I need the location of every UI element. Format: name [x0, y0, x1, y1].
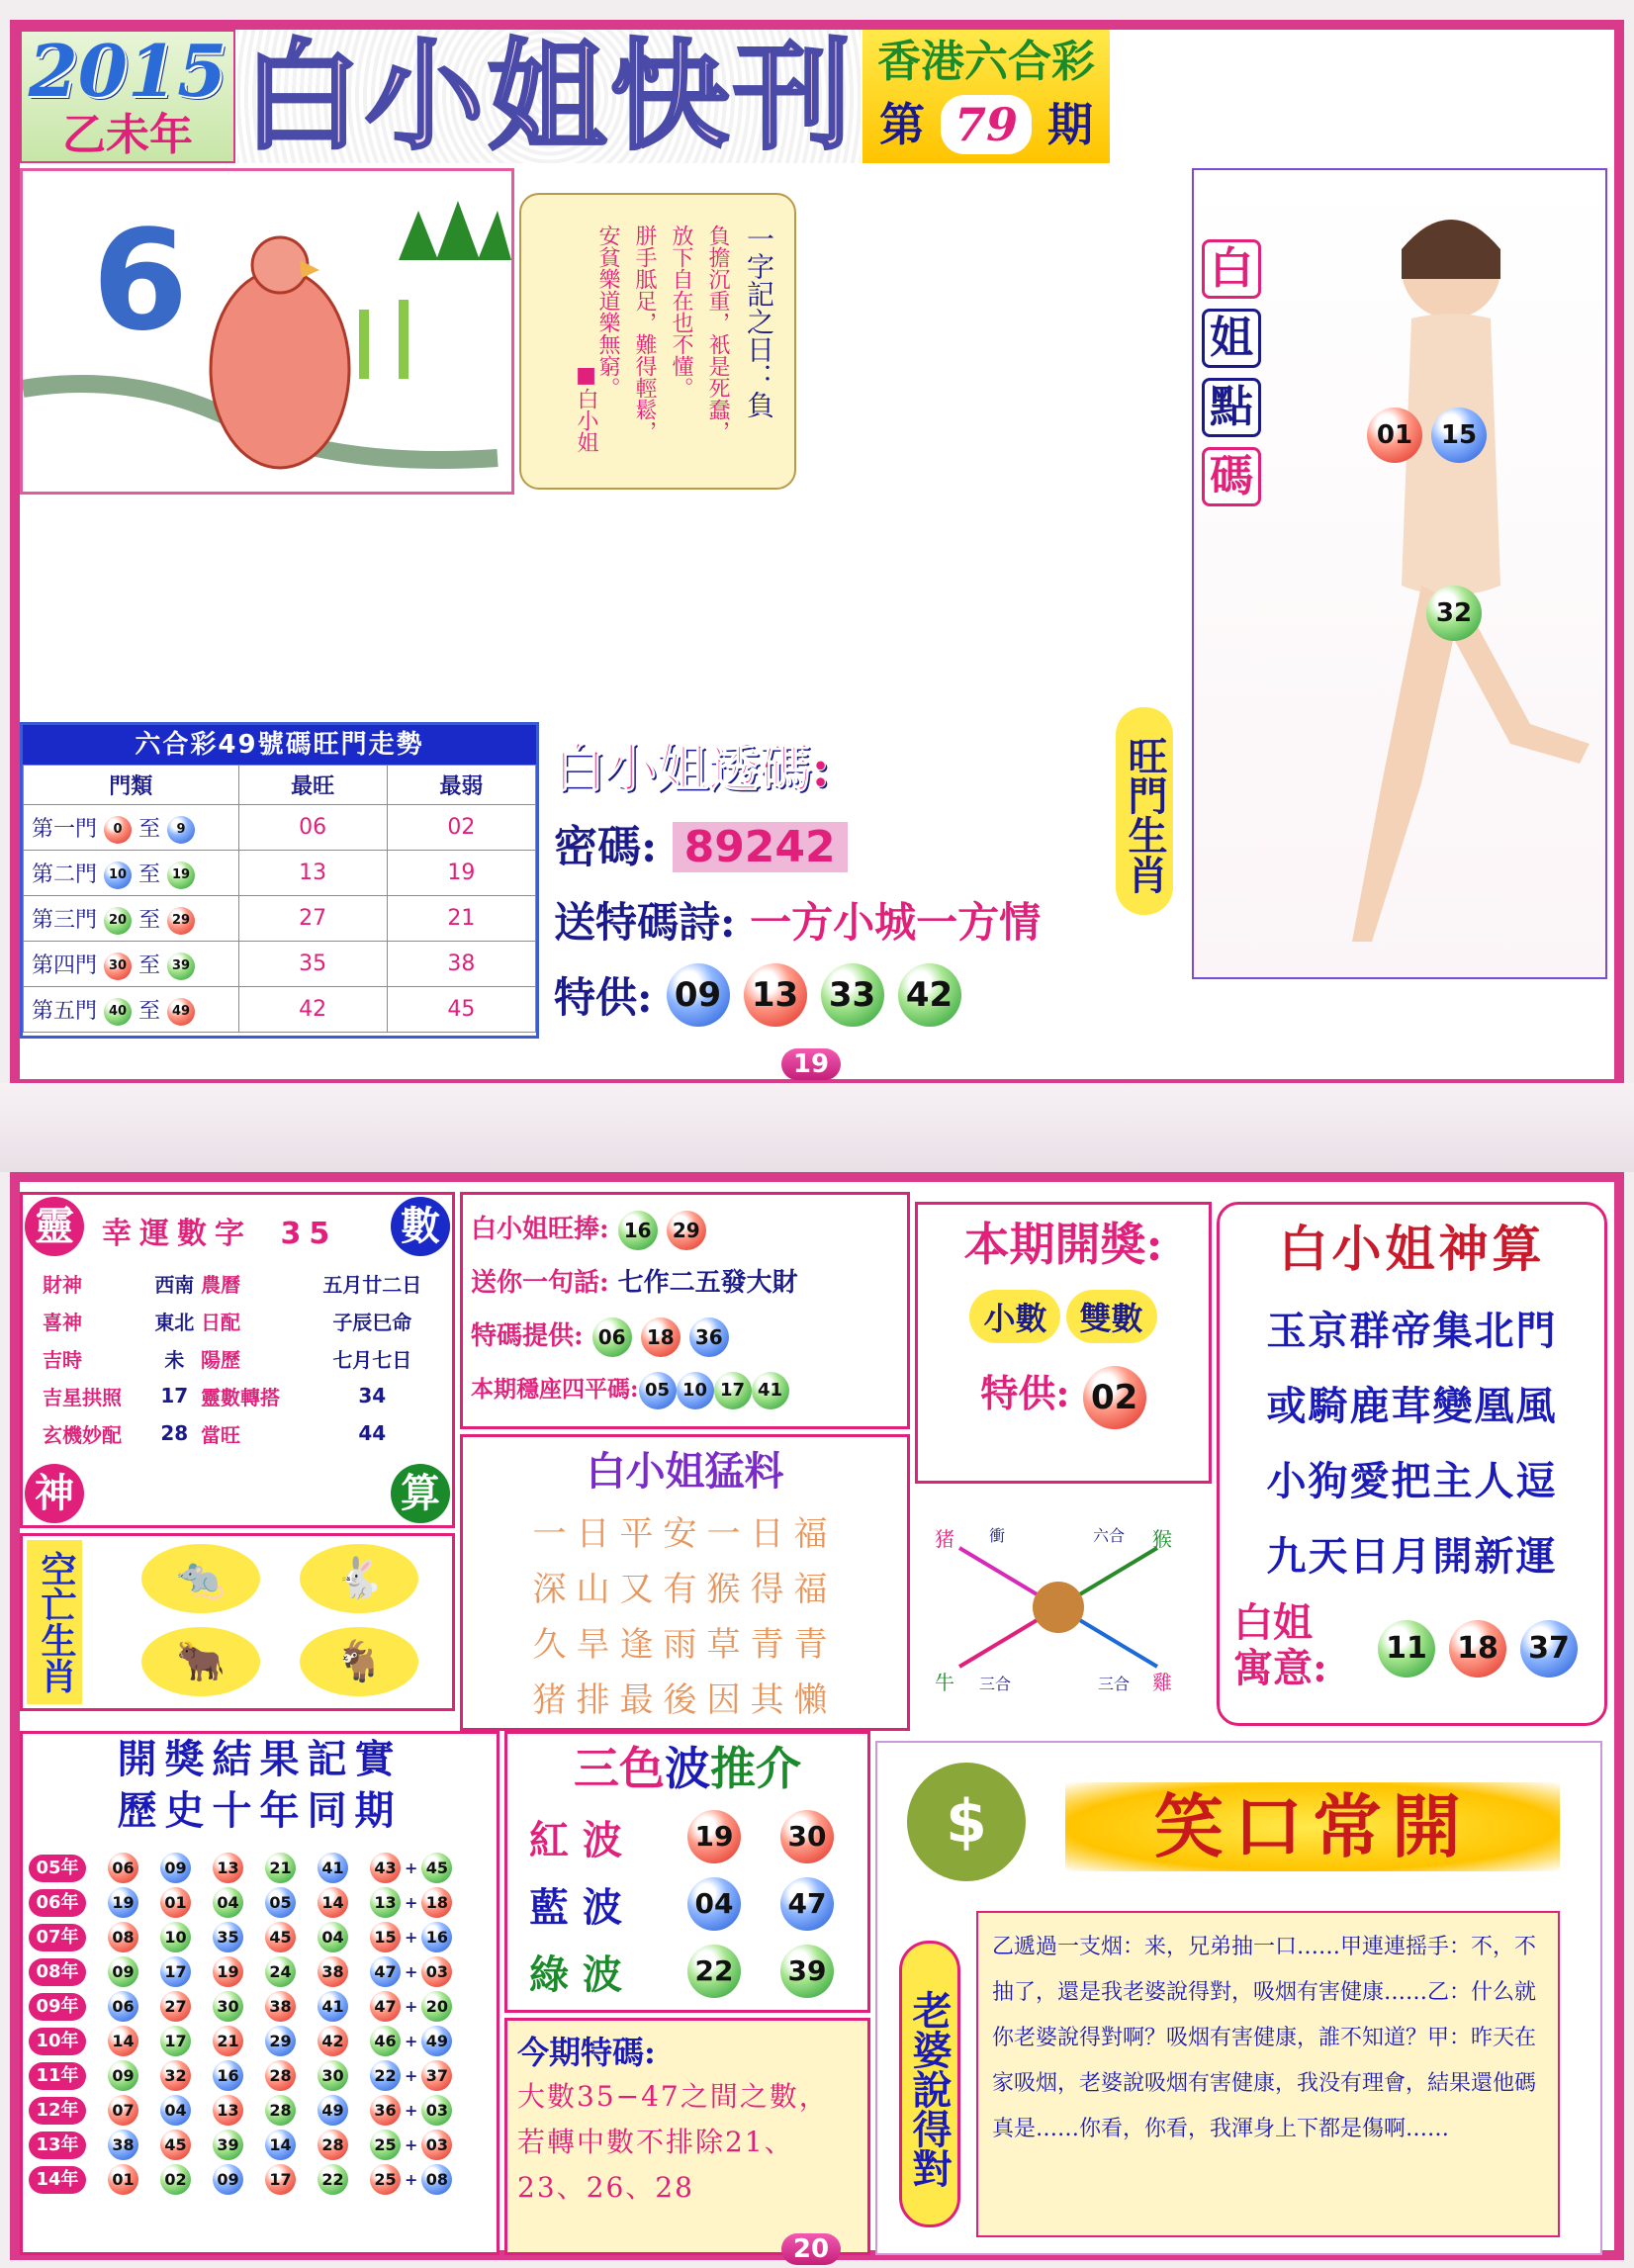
history-ball: 17: [265, 2164, 296, 2195]
trend-min: 19: [387, 851, 535, 896]
wave-name: 藍 波: [529, 1883, 622, 1931]
history-ball: 04: [213, 1887, 243, 1918]
history-ball: 15: [370, 1922, 401, 1952]
history-ball: 14: [265, 2130, 296, 2160]
meng-title: 白小姐猛料: [586, 1448, 784, 1495]
joke-side-label: 老婆說得對: [899, 1941, 960, 2227]
history-ball: 39: [213, 2130, 243, 2160]
wave-title-a: 三色: [574, 1742, 665, 1795]
history-ball: 04: [160, 2095, 191, 2126]
shensuan-title: 白小姐神算: [1278, 1220, 1546, 1278]
history-rows: [23, 1851, 497, 2197]
history-ball: 27: [160, 1991, 191, 2022]
compass: [930, 1508, 1187, 1706]
issue-suffix: 期: [1047, 98, 1094, 151]
poem-scroll: [519, 193, 796, 490]
special-ball-3: 33: [821, 963, 884, 1027]
page-number-19: 19: [781, 1048, 841, 1080]
lucky-value: 五月廿二日: [322, 1272, 422, 1297]
points-char-4: 碼: [1202, 447, 1261, 506]
wave-rows: [507, 1803, 867, 2005]
wang-saying: 七作二五發大財: [617, 1268, 798, 1298]
ox-icon: 🐂: [141, 1627, 260, 1696]
trend-row: 第二門 10 至 19 13 19: [24, 851, 536, 896]
lucky-key: 農曆: [200, 1272, 240, 1297]
history-ball: 25: [370, 2130, 401, 2160]
compass-rooster: 雞: [1152, 1671, 1172, 1694]
poem-sign: ■白小姐: [574, 363, 598, 453]
poem-line-3: 胼手胝足，難得輕鬆，: [632, 225, 657, 442]
lucky-key: 當旺: [200, 1422, 240, 1447]
shensuan-lines: [1220, 1294, 1604, 1594]
issue-prefix: 第: [878, 98, 925, 151]
lucky-key: 日配: [200, 1310, 240, 1334]
points-panel: [1192, 168, 1607, 979]
history-ball: 06: [108, 1853, 138, 1883]
compass-pig: 猪: [935, 1527, 954, 1551]
wang-ball-1: 16: [618, 1211, 658, 1250]
meng-line-2: 深山又有猴得福: [532, 1570, 838, 1609]
history-year: 07年: [29, 1924, 86, 1951]
special-poem: 一方小城一方情: [750, 898, 1042, 947]
meng-line-1: 一日平安一日福: [532, 1514, 838, 1554]
history-ball: 43: [370, 1853, 401, 1883]
wang-ball-7: 10: [677, 1372, 714, 1409]
trend-from-ball: 40: [104, 998, 132, 1026]
lucky-value: 未: [164, 1347, 185, 1372]
history-ball: 19: [108, 1887, 138, 1918]
shensuan-line-3: 小狗愛把主人逗: [1266, 1458, 1558, 1504]
history-year: 14年: [29, 2166, 86, 2194]
compass-arrows: [930, 1508, 1187, 1706]
special-ball-4: 42: [898, 963, 961, 1027]
trend-title: 六合彩49號碼旺門走勢: [23, 725, 536, 765]
lucky-row: [43, 1339, 438, 1377]
lucky-key: 吉時: [43, 1347, 82, 1372]
special-ball-1: 09: [667, 963, 730, 1027]
col-min: 最弱: [387, 766, 535, 805]
shensuan-line-4: 九天日月開新運: [1266, 1533, 1558, 1580]
trend-to-ball: 9: [167, 816, 195, 844]
history-ball: 09: [160, 1853, 191, 1883]
lucky-number: 35: [280, 1217, 338, 1251]
history-ball: 38: [265, 1991, 296, 2022]
history-ball: 46: [370, 2026, 401, 2056]
issue-number: 79: [941, 95, 1032, 154]
history-year: 08年: [29, 1958, 86, 1986]
lottery-box: [862, 30, 1110, 163]
trend-gate: 第四門: [32, 953, 98, 978]
money-bag-icon: $: [907, 1763, 1026, 1881]
lucky-value: 28: [160, 1421, 189, 1445]
history-year: 09年: [29, 1993, 86, 2021]
poem-line-2: 放下自在也不懂。: [669, 225, 693, 399]
trend-table-box: [20, 722, 539, 1039]
history-ball: 06: [108, 1991, 138, 2022]
history-ball: 49: [318, 2095, 348, 2126]
wave-ball: 19: [687, 1810, 741, 1863]
trend-row: 第一門 0 至 9 06 02: [24, 805, 536, 851]
history-row: 09年 06 27 30 38 41 47 + 20: [29, 1989, 497, 2024]
history-year: 05年: [29, 1855, 86, 1882]
history-ball: 19: [213, 1956, 243, 1987]
trend-gate: 第五門: [32, 998, 98, 1024]
wang-box: [460, 1192, 910, 1429]
points-label: [1202, 239, 1261, 506]
points-char-3: 點: [1202, 378, 1261, 437]
points-ball-2: [1431, 408, 1487, 463]
wang-label-3: 特碼提供:: [471, 1321, 584, 1351]
history-ball: 38: [108, 2130, 138, 2160]
history-ball: 41: [318, 1991, 348, 2022]
lunar-year: 乙未年: [62, 110, 193, 160]
eagle-drawing: [23, 171, 511, 492]
shensuan-label-1: 白姐: [1233, 1599, 1313, 1646]
page-number-20: 20: [781, 2233, 841, 2265]
code-value: 89242: [673, 822, 848, 872]
trend-from-ball: 0: [104, 816, 132, 844]
compass-clash: 衝: [989, 1526, 1006, 1545]
history-ball: 04: [318, 1922, 348, 1952]
history-ball: 32: [160, 2060, 191, 2091]
history-ball: 07: [108, 2095, 138, 2126]
history-special-ball: 18: [421, 1887, 452, 1918]
history-ball: 09: [108, 1956, 138, 1987]
meng-line-4: 猪排最後因其懶: [532, 1680, 838, 1720]
compass-sanhe-1: 三合: [979, 1675, 1012, 1693]
trend-max: 35: [238, 942, 387, 987]
ball: 15: [1431, 408, 1487, 463]
page-20: [10, 1172, 1624, 2260]
wang-ball-9: 41: [752, 1372, 789, 1409]
lucky-value: 44: [358, 1421, 387, 1445]
lucky-row: [43, 1264, 438, 1302]
title-banner: [237, 27, 861, 166]
shensuan-ball-2: 18: [1449, 1620, 1506, 1678]
trend-row: 第三門 20 至 29 27 21: [24, 896, 536, 942]
joke-title: 笑口常開: [1065, 1782, 1560, 1871]
lucky-key: 喜神: [43, 1310, 82, 1334]
history-ball: 28: [318, 2130, 348, 2160]
trend-max: 27: [238, 896, 387, 942]
lucky-table: [43, 1264, 438, 1452]
history-ball: 14: [318, 1887, 348, 1918]
history-ball: 16: [213, 2060, 243, 2091]
history-ball: 13: [213, 2095, 243, 2126]
history-special-ball: 03: [421, 2095, 452, 2126]
suan-badge: 算: [391, 1464, 450, 1523]
wave-title-c: 推介: [710, 1742, 801, 1795]
history-ball: 45: [265, 1922, 296, 1952]
lucky-key: 財神: [43, 1272, 82, 1297]
history-ball: 22: [370, 2060, 401, 2091]
shensuan-line-1: 玉京群帝集北門: [1266, 1308, 1558, 1354]
wave-title-b: 波: [665, 1742, 710, 1795]
draw-special-ball: 02: [1083, 1366, 1146, 1429]
shensuan-ball-3: 37: [1520, 1620, 1578, 1678]
wang-men-label: 旺門生肖: [1116, 707, 1173, 915]
trend-max: 13: [238, 851, 387, 896]
wave-ball: 39: [780, 1945, 834, 1998]
history-row: 10年 14 17 21 29 42 46 + 49: [29, 2024, 497, 2058]
history-year: 10年: [29, 2028, 86, 2055]
wave-ball: 22: [687, 1945, 741, 1998]
page-gap: [0, 1083, 1634, 1172]
page-title: 白小姐快刊: [242, 27, 856, 166]
history-ball: 02: [160, 2164, 191, 2195]
year-box: [20, 30, 235, 163]
wang-ball-2: 29: [667, 1211, 706, 1250]
history-special-ball: 20: [421, 1991, 452, 2022]
trend-max: 06: [238, 805, 387, 851]
today-box: [504, 2018, 870, 2255]
history-ball: 36: [370, 2095, 401, 2126]
history-title-1: 開獎結果記實: [117, 1736, 403, 1782]
compass-monkey: 猴: [1152, 1527, 1172, 1551]
history-ball: 21: [265, 1853, 296, 1883]
history-ball: 13: [213, 1853, 243, 1883]
trend-min: 21: [387, 896, 535, 942]
ball: 32: [1426, 586, 1482, 641]
wang-ball-3: 06: [592, 1317, 632, 1357]
lucky-key: 玄機妙配: [43, 1422, 122, 1447]
wave-row: [507, 1938, 867, 2005]
lucky-value: 七月七日: [332, 1347, 412, 1372]
shensuan-box: [1217, 1202, 1607, 1726]
history-row: 08年 09 17 19 24 38 47 + 03: [29, 1954, 497, 1989]
special-label: 特供:: [554, 973, 653, 1022]
history-ball: 21: [213, 2026, 243, 2056]
history-row: 07年 08 10 35 45 04 15 + 16: [29, 1920, 497, 1954]
wave-name: 紅 波: [529, 1816, 622, 1863]
history-ball: 29: [265, 2026, 296, 2056]
lucky-row: [43, 1414, 438, 1452]
history-special-ball: 49: [421, 2026, 452, 2056]
points-ball-3: [1426, 586, 1482, 641]
history-row: 12年 07 04 13 28 49 36 + 03: [29, 2093, 497, 2128]
meng-box: [460, 1434, 910, 1731]
trend-to-ball: 49: [167, 998, 195, 1026]
wang-ball-5: 36: [689, 1317, 729, 1357]
trend-to-ball: 39: [167, 953, 195, 980]
trend-gate: 第一門: [32, 816, 98, 842]
trend-row: 第五門 40 至 49 42 45: [24, 987, 536, 1033]
history-year: 13年: [29, 2132, 86, 2159]
joke-text: 乙遞過一支烟：来，兄弟抽一口……甲連連摇手：不，不抽了，還是我老婆說得對，吸烟有害健康……乙：什么就你老婆說得對啊？吸烟有害健康，誰不知道？甲：昨天在家吸烟，老婆說吸烟有害健康，我没有理會，結果還他碼真是……你看，你看，我渾身上下都是傷啊……: [976, 1911, 1560, 2237]
history-row: 14年 01 02 09 17 22 25 + 08: [29, 2162, 497, 2197]
draw-option-2: 雙數: [1066, 1290, 1157, 1343]
draw-title: 本期開獎:: [963, 1218, 1163, 1271]
wang-ball-6: 05: [639, 1372, 677, 1409]
page-19: [10, 20, 1624, 1083]
history-row: 11年 09 32 16 28 30 22 + 37: [29, 2058, 497, 2093]
shen-badge: 神: [25, 1464, 84, 1523]
meng-line-3: 久旱逢雨草青青: [532, 1625, 838, 1665]
poem-lines: [592, 225, 733, 472]
trend-min: 02: [387, 805, 535, 851]
draw-special-label: 特供:: [980, 1371, 1070, 1415]
trend-gate: 第三門: [32, 907, 98, 933]
history-ball: 38: [318, 1956, 348, 1987]
trend-max: 42: [238, 987, 387, 1033]
history-row: 06年 19 01 04 05 14 13 + 18: [29, 1885, 497, 1920]
secret-box: [554, 727, 1187, 1053]
history-ball: 47: [370, 1956, 401, 1987]
shu-badge: 數: [391, 1197, 450, 1256]
col-max: 最旺: [238, 766, 387, 805]
lucky-value: 西南: [154, 1272, 195, 1297]
trend-from-ball: 30: [104, 953, 132, 980]
wave-ball: 30: [780, 1810, 834, 1863]
lottery-name: 香港六合彩: [877, 37, 1095, 87]
lucky-key: 陽歷: [200, 1347, 240, 1372]
points-char-1: 白: [1202, 239, 1261, 299]
history-special-ball: 03: [421, 2130, 452, 2160]
trend-row: 第四門 30 至 39 35 38: [24, 942, 536, 987]
history-ball: 28: [265, 2060, 296, 2091]
history-special-ball: 08: [421, 2164, 452, 2195]
history-ball: 17: [160, 1956, 191, 1987]
trend-gate: 第二門: [32, 862, 98, 887]
history-ball: 14: [108, 2026, 138, 2056]
code-label: 密碼:: [554, 822, 658, 872]
rat-icon: 🐀: [141, 1544, 260, 1613]
wang-label-1: 白小姐旺捧:: [471, 1215, 609, 1244]
compass-ox: 牛: [935, 1671, 954, 1694]
poem-line-1: 負擔沉重，衹是死蠢，: [705, 225, 730, 442]
history-ball: 25: [370, 2164, 401, 2195]
shensuan-label-2: 寓意:: [1233, 1645, 1327, 1691]
history-year: 06年: [29, 1889, 86, 1917]
history-row: 05年 06 09 13 21 41 43 + 45: [29, 1851, 497, 1885]
compass-sanhe-2: 三合: [1098, 1675, 1131, 1693]
points-char-2: 姐: [1202, 309, 1261, 368]
shensuan-ball-1: 11: [1378, 1620, 1435, 1678]
history-ball: 05: [265, 1887, 296, 1918]
poem-line-4: 安貧樂道樂無窮。: [595, 225, 620, 399]
poem-heading: 一字記之日：負: [743, 225, 775, 418]
wave-name: 綠 波: [529, 1950, 622, 1998]
history-ball: 45: [160, 2130, 191, 2160]
history-ball: 01: [108, 2164, 138, 2195]
wang-label-2: 送你一句話:: [471, 1268, 609, 1298]
points-ball-1: [1367, 408, 1422, 463]
shensuan-line-2: 或騎鹿茸變凰風: [1266, 1383, 1558, 1429]
col-gate: 門類: [24, 766, 239, 805]
history-ball: 28: [265, 2095, 296, 2126]
special-ball-2: 13: [744, 963, 807, 1027]
history-special-ball: 16: [421, 1922, 452, 1952]
sheep-icon: 🐐: [300, 1627, 418, 1696]
history-ball: 17: [160, 2026, 191, 2056]
history-ball: 09: [213, 2164, 243, 2195]
wang-label-4: 本期穩座四平碼:: [471, 1376, 639, 1403]
wave-box: [504, 1731, 870, 2013]
lucky-row: [43, 1302, 438, 1339]
draw-option-1: 小數: [969, 1290, 1060, 1343]
history-title-2: 歷史十年同期: [117, 1787, 403, 1834]
history-ball: 24: [265, 1956, 296, 1987]
history-box: [20, 1731, 499, 2255]
wave-ball: 47: [780, 1877, 834, 1931]
draw-box: [915, 1202, 1212, 1484]
trend-to-ball: 29: [167, 907, 195, 935]
history-ball: 10: [160, 1922, 191, 1952]
kongwang-animals: [141, 1544, 418, 1696]
lucky-box: [20, 1192, 455, 1528]
today-text: 大數35−47之間之數，若轉中數不排除21、23、26、28: [517, 2080, 829, 2204]
lucky-title: 幸運數字: [102, 1217, 252, 1251]
lucky-value: 子辰巳命: [332, 1310, 412, 1334]
model-figure: [1293, 190, 1589, 961]
kongwang-box: [20, 1533, 455, 1711]
history-row: 13年 38 45 39 14 28 25 + 03: [29, 2128, 497, 2162]
trend-min: 38: [387, 942, 535, 987]
history-ball: 41: [318, 1853, 348, 1883]
illustration: [20, 168, 514, 495]
history-ball: 42: [318, 2026, 348, 2056]
history-ball: 09: [108, 2060, 138, 2091]
history-ball: 13: [370, 1887, 401, 1918]
history-special-ball: 37: [421, 2060, 452, 2091]
year: 2015: [28, 29, 227, 113]
lucky-value: 東北: [154, 1310, 195, 1334]
lucky-key: 吉星拱照: [43, 1385, 122, 1409]
wave-row: [507, 1870, 867, 1938]
trend-from-ball: 10: [104, 862, 132, 889]
kongwang-label: 空亡生肖: [27, 1540, 82, 1704]
lucky-value: 34: [358, 1384, 387, 1407]
meng-lines: [463, 1506, 907, 1728]
history-ball: 30: [213, 1991, 243, 2022]
history-year: 12年: [29, 2097, 86, 2125]
history-ball: 08: [108, 1922, 138, 1952]
rabbit-icon: 🐇: [300, 1544, 418, 1613]
history-ball: 01: [160, 1887, 191, 1918]
history-ball: 30: [318, 2060, 348, 2091]
wave-ball: 04: [687, 1877, 741, 1931]
history-special-ball: 03: [421, 1956, 452, 1987]
today-title: 今期特碼:: [517, 2034, 656, 2071]
history-special-ball: 45: [421, 1853, 452, 1883]
poem-label: 送特碼詩:: [554, 898, 736, 947]
wang-ball-8: 17: [714, 1372, 752, 1409]
wave-row: [507, 1803, 867, 1870]
lucky-value: 17: [160, 1384, 189, 1407]
trend-from-ball: 20: [104, 907, 132, 935]
ling-badge: 靈: [25, 1197, 84, 1256]
history-ball: 47: [370, 1991, 401, 2022]
hint-number: 6: [92, 201, 189, 362]
joke-box: [875, 1741, 1602, 2255]
history-ball: 22: [318, 2164, 348, 2195]
trend-min: 45: [387, 987, 535, 1033]
ball: 01: [1367, 408, 1422, 463]
lucky-key: 靈數轉搭: [200, 1385, 280, 1409]
history-year: 11年: [29, 2062, 86, 2090]
trend-to-ball: 19: [167, 862, 195, 889]
history-ball: 35: [213, 1922, 243, 1952]
compass-liuhe: 六合: [1093, 1526, 1126, 1545]
wang-ball-4: 18: [641, 1317, 681, 1357]
secret-title: 白小姐透碼:: [554, 739, 831, 799]
trend-table: [23, 765, 536, 1033]
lucky-row: [43, 1377, 438, 1414]
